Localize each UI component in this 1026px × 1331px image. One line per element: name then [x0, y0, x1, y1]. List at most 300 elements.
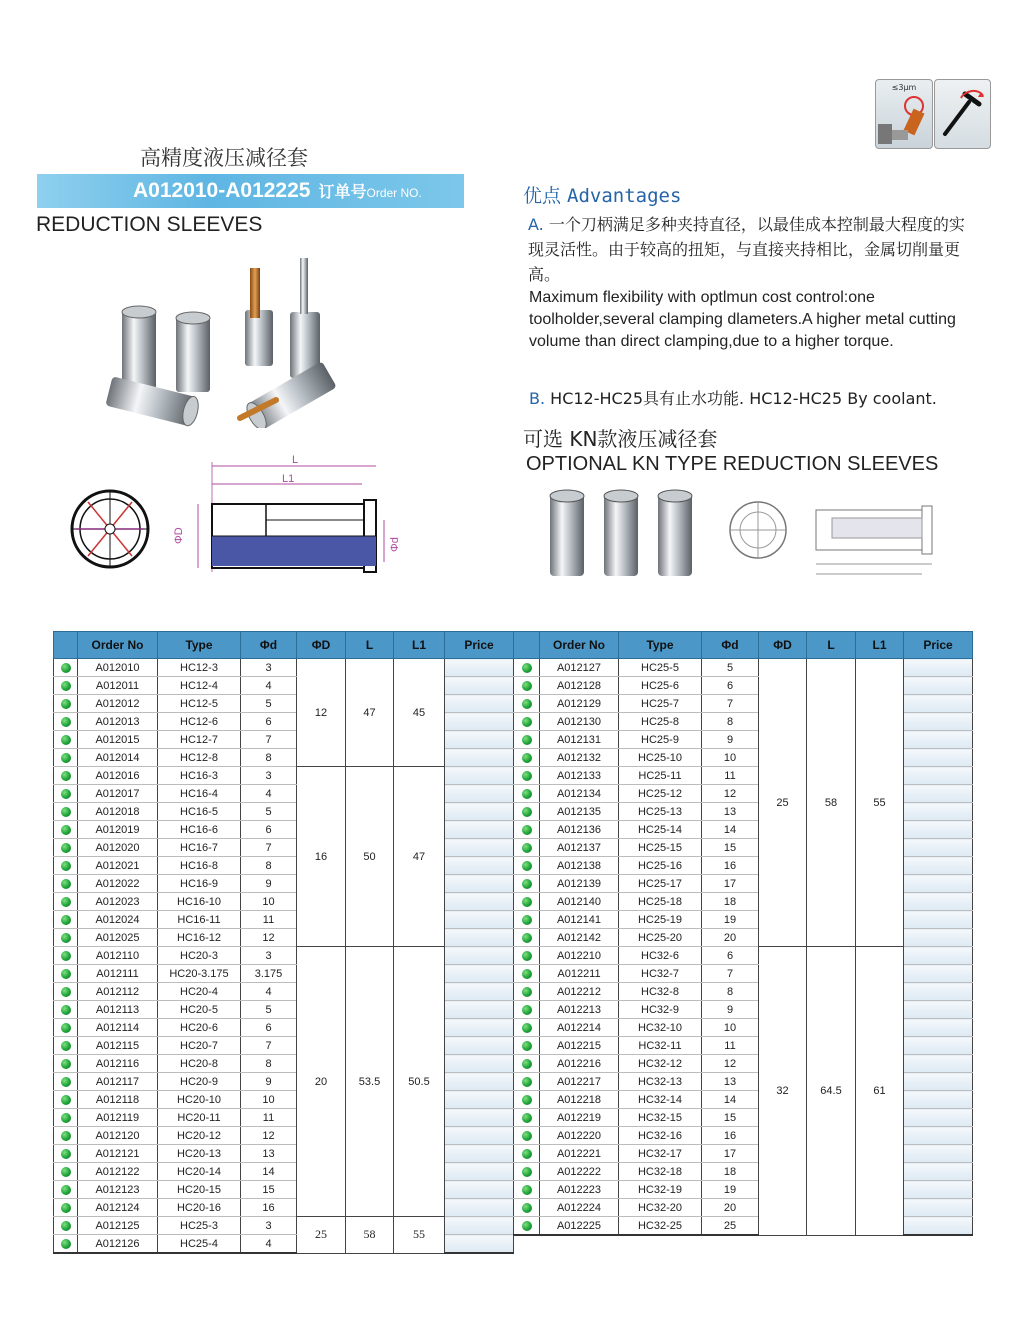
- d-cell: 16: [702, 857, 759, 875]
- price-cell: [904, 695, 973, 713]
- status-cell: [54, 1181, 78, 1199]
- table-row: [54, 983, 514, 1001]
- order-no-cell: A012117: [78, 1073, 158, 1091]
- table-row: [54, 875, 514, 893]
- status-dot-icon: [522, 789, 532, 799]
- status-dot-icon: [61, 969, 71, 979]
- price-cell: [445, 1217, 514, 1235]
- price-cell: [445, 1109, 514, 1127]
- status-cell: [54, 1163, 78, 1181]
- order-no-cell: A012124: [78, 1199, 158, 1217]
- status-cell: [54, 1145, 78, 1163]
- table-row: [514, 947, 973, 965]
- status-dot-icon: [522, 681, 532, 691]
- d-cell: 11: [241, 911, 297, 929]
- optional-kn-cn: 可选 KN款液压减径套: [523, 427, 718, 451]
- order-no-cell: A012217: [540, 1073, 619, 1091]
- order-no-cell: A012133: [540, 767, 619, 785]
- type-cell: HC25-3: [158, 1217, 241, 1235]
- D-cell: 25: [759, 659, 807, 947]
- cn-title: 高精度液压减径套: [140, 146, 308, 170]
- price-cell: [904, 965, 973, 983]
- status-dot-icon: [522, 915, 532, 925]
- status-cell: [54, 965, 78, 983]
- order-no-cell: A012140: [540, 893, 619, 911]
- type-cell: HC32-19: [619, 1181, 702, 1199]
- status-cell: [514, 1073, 540, 1091]
- status-dot-icon: [61, 1221, 71, 1231]
- price-cell: [445, 1019, 514, 1037]
- order-no-cell: A012214: [540, 1019, 619, 1037]
- order-no-cell: A012210: [540, 947, 619, 965]
- d-cell: 11: [241, 1109, 297, 1127]
- order-no-cell: A012019: [78, 821, 158, 839]
- table-row: [514, 1181, 973, 1199]
- table-row: [54, 1199, 514, 1217]
- status-cell: [54, 1055, 78, 1073]
- status-cell: [514, 1145, 540, 1163]
- price-cell: [445, 659, 514, 677]
- type-cell: HC12-4: [158, 677, 241, 695]
- type-cell: HC16-11: [158, 911, 241, 929]
- type-cell: HC20-8: [158, 1055, 241, 1073]
- d-cell: 3: [241, 947, 297, 965]
- d-cell: 6: [241, 713, 297, 731]
- d-cell: 13: [702, 803, 759, 821]
- price-cell: [904, 1163, 973, 1181]
- table-row: [514, 875, 973, 893]
- price-cell: [445, 893, 514, 911]
- type-cell: HC12-8: [158, 749, 241, 767]
- table-row: [54, 839, 514, 857]
- column-header: ΦD: [297, 632, 346, 659]
- d-cell: 16: [702, 1127, 759, 1145]
- status-dot-icon: [61, 1059, 71, 1069]
- d-cell: 12: [702, 1055, 759, 1073]
- status-dot-icon: [522, 1113, 532, 1123]
- column-header: Type: [619, 632, 702, 659]
- status-dot-icon: [522, 861, 532, 871]
- status-dot-icon: [61, 1239, 71, 1249]
- L-cell: 58: [807, 659, 856, 947]
- type-cell: HC32-25: [619, 1217, 702, 1236]
- price-cell: [445, 1163, 514, 1181]
- order-no-cell: A012121: [78, 1145, 158, 1163]
- status-cell: [514, 1001, 540, 1019]
- type-cell: HC32-11: [619, 1037, 702, 1055]
- price-cell: [445, 911, 514, 929]
- table-row: [54, 785, 514, 803]
- status-dot-icon: [61, 987, 71, 997]
- table-row: [514, 1217, 973, 1236]
- status-dot-icon: [61, 1095, 71, 1105]
- status-dot-icon: [61, 825, 71, 835]
- type-cell: HC20-13: [158, 1145, 241, 1163]
- D-cell: 32: [759, 947, 807, 1236]
- order-no-cell: A012118: [78, 1091, 158, 1109]
- d-cell: 3: [241, 659, 297, 677]
- status-dot-icon: [61, 1113, 71, 1123]
- price-cell: [445, 1181, 514, 1199]
- column-header: L: [346, 632, 394, 659]
- label-L1: L1: [282, 473, 295, 485]
- status-dot-icon: [61, 915, 71, 925]
- d-cell: 17: [702, 1145, 759, 1163]
- label-L: L: [292, 454, 299, 466]
- price-cell: [904, 803, 973, 821]
- d-cell: 3.175: [241, 965, 297, 983]
- type-cell: HC25-11: [619, 767, 702, 785]
- order-no-cell: A012115: [78, 1037, 158, 1055]
- label-D: ΦD: [173, 527, 185, 544]
- price-cell: [445, 731, 514, 749]
- status-dot-icon: [61, 717, 71, 727]
- status-cell: [514, 1127, 540, 1145]
- status-dot-icon: [61, 1167, 71, 1177]
- d-cell: 19: [702, 911, 759, 929]
- L-cell: 64.5: [807, 947, 856, 1236]
- column-header: Order No: [540, 632, 619, 659]
- table-row: [514, 839, 973, 857]
- table-row: [514, 1127, 973, 1145]
- table-row: [54, 1109, 514, 1127]
- d-cell: 18: [702, 893, 759, 911]
- d-cell: 8: [702, 713, 759, 731]
- status-cell: [514, 1163, 540, 1181]
- d-cell: 14: [702, 821, 759, 839]
- type-cell: HC25-16: [619, 857, 702, 875]
- status-cell: [514, 1037, 540, 1055]
- advantage-b: B. HC12-HC25具有止水功能. HC12-HC25 By coolant.: [529, 389, 937, 408]
- price-cell: [445, 929, 514, 947]
- price-cell: [445, 695, 514, 713]
- status-cell: [514, 785, 540, 803]
- type-cell: HC20-11: [158, 1109, 241, 1127]
- type-cell: HC20-9: [158, 1073, 241, 1091]
- order-no-cell: A012219: [540, 1109, 619, 1127]
- type-cell: HC20-7: [158, 1037, 241, 1055]
- order-no-cell: A012131: [540, 731, 619, 749]
- status-cell: [54, 1019, 78, 1037]
- price-cell: [445, 749, 514, 767]
- price-cell: [904, 1181, 973, 1199]
- status-cell: [54, 713, 78, 731]
- price-cell: [904, 875, 973, 893]
- status-cell: [54, 731, 78, 749]
- type-cell: HC12-6: [158, 713, 241, 731]
- price-cell: [904, 713, 973, 731]
- table-row: [54, 713, 514, 731]
- type-cell: HC25-14: [619, 821, 702, 839]
- d-cell: 20: [702, 1199, 759, 1217]
- status-dot-icon: [522, 771, 532, 781]
- status-cell: [54, 893, 78, 911]
- d-cell: 9: [702, 1001, 759, 1019]
- status-dot-icon: [522, 1077, 532, 1087]
- table-row: [54, 893, 514, 911]
- type-cell: HC25-20: [619, 929, 702, 947]
- status-dot-icon: [522, 987, 532, 997]
- status-cell: [54, 659, 78, 677]
- status-cell: [54, 803, 78, 821]
- table-row: [514, 1091, 973, 1109]
- status-dot-icon: [522, 1149, 532, 1159]
- status-cell: [54, 677, 78, 695]
- status-cell: [514, 677, 540, 695]
- status-cell: [514, 857, 540, 875]
- price-cell: [904, 1145, 973, 1163]
- type-cell: HC20-3.175: [158, 965, 241, 983]
- price-cell: [445, 1055, 514, 1073]
- status-cell: [54, 1217, 78, 1235]
- type-cell: HC20-12: [158, 1127, 241, 1145]
- d-cell: 9: [241, 875, 297, 893]
- table-row: [54, 929, 514, 947]
- price-cell: [445, 1199, 514, 1217]
- status-dot-icon: [522, 1167, 532, 1177]
- d-cell: 6: [241, 821, 297, 839]
- d-cell: 13: [702, 1073, 759, 1091]
- D-cell: 20: [297, 947, 346, 1217]
- status-dot-icon: [522, 1041, 532, 1051]
- table-row: [54, 1037, 514, 1055]
- table-row: [514, 911, 973, 929]
- order-no-cell: A012211: [540, 965, 619, 983]
- table-row: [514, 1109, 973, 1127]
- order-no-cell: A012221: [540, 1145, 619, 1163]
- wrench-icon: [934, 79, 991, 149]
- status-cell: [514, 731, 540, 749]
- table-row: [514, 803, 973, 821]
- en-title: REDUCTION SLEEVES: [36, 213, 263, 236]
- table-row: [514, 731, 973, 749]
- d-cell: 16: [241, 1199, 297, 1217]
- d-cell: 3: [241, 767, 297, 785]
- table-row: [54, 911, 514, 929]
- order-no-cell: A012142: [540, 929, 619, 947]
- status-dot-icon: [522, 1005, 532, 1015]
- table-row: [54, 1001, 514, 1019]
- price-cell: [904, 983, 973, 1001]
- price-cell: [445, 677, 514, 695]
- table-row: [54, 1181, 514, 1199]
- d-cell: 13: [241, 1145, 297, 1163]
- table-row: [54, 1217, 514, 1235]
- status-dot-icon: [522, 1059, 532, 1069]
- order-no-cell: A012010: [78, 659, 158, 677]
- type-cell: HC32-8: [619, 983, 702, 1001]
- status-dot-icon: [522, 1095, 532, 1105]
- status-dot-icon: [61, 735, 71, 745]
- status-dot-icon: [522, 753, 532, 763]
- status-cell: [54, 947, 78, 965]
- table-row: [514, 749, 973, 767]
- status-dot-icon: [522, 1221, 532, 1231]
- type-cell: HC25-4: [158, 1235, 241, 1254]
- order-no-cell: A012225: [540, 1217, 619, 1236]
- order-no-cell: A012212: [540, 983, 619, 1001]
- status-cell: [514, 1199, 540, 1217]
- price-cell: [904, 1055, 973, 1073]
- advantage-a-cn: A. 一个刀柄满足多种夹持直径，以最佳成本控制最大程度的实现灵活性。由于较高的扭矩，与直接夹持相比，金属切削量更高。: [528, 215, 965, 284]
- order-no-cell: A012130: [540, 713, 619, 731]
- table-row: [54, 1235, 514, 1254]
- type-cell: HC25-19: [619, 911, 702, 929]
- type-cell: HC32-13: [619, 1073, 702, 1091]
- table-row: [514, 713, 973, 731]
- type-cell: HC32-7: [619, 965, 702, 983]
- d-cell: 3: [241, 1217, 297, 1235]
- status-dot-icon: [61, 681, 71, 691]
- order-no-cell: A012022: [78, 875, 158, 893]
- order-no-cell: A012011: [78, 677, 158, 695]
- status-dot-icon: [61, 1041, 71, 1051]
- table-row: [514, 695, 973, 713]
- status-cell: [54, 929, 78, 947]
- range-code: A012010-A012225: [133, 179, 311, 202]
- status-cell: [54, 1109, 78, 1127]
- d-cell: 15: [702, 1109, 759, 1127]
- spec-table-left: [53, 631, 514, 1254]
- price-cell: [904, 1073, 973, 1091]
- status-cell: [54, 875, 78, 893]
- price-cell: [904, 677, 973, 695]
- d-cell: 8: [241, 857, 297, 875]
- type-cell: HC25-5: [619, 659, 702, 677]
- table-row: [54, 1163, 514, 1181]
- price-cell: [445, 983, 514, 1001]
- price-cell: [904, 749, 973, 767]
- status-cell: [514, 983, 540, 1001]
- status-cell: [54, 1001, 78, 1019]
- d-cell: 5: [241, 1001, 297, 1019]
- status-cell: [54, 749, 78, 767]
- d-cell: 7: [702, 695, 759, 713]
- order-no-cell: A012025: [78, 929, 158, 947]
- price-cell: [445, 875, 514, 893]
- status-dot-icon: [522, 807, 532, 817]
- order-no-cell: A012224: [540, 1199, 619, 1217]
- order-no-cell: A012119: [78, 1109, 158, 1127]
- type-cell: HC16-12: [158, 929, 241, 947]
- type-cell: HC16-4: [158, 785, 241, 803]
- status-dot-icon: [61, 897, 71, 907]
- status-cell: [54, 785, 78, 803]
- order-no-cell: A012014: [78, 749, 158, 767]
- type-cell: HC32-18: [619, 1163, 702, 1181]
- L1-cell: 50.5: [394, 947, 445, 1217]
- status-dot-icon: [61, 1005, 71, 1015]
- status-dot-icon: [522, 1131, 532, 1141]
- status-dot-icon: [61, 789, 71, 799]
- column-header: L1: [856, 632, 904, 659]
- column-header: Price: [904, 632, 973, 659]
- order-no-cell: A012215: [540, 1037, 619, 1055]
- price-cell: [445, 803, 514, 821]
- order-no-cell: A012132: [540, 749, 619, 767]
- status-dot-icon: [61, 1023, 71, 1033]
- order-no-cell: A012126: [78, 1235, 158, 1254]
- order-no-cell: A012017: [78, 785, 158, 803]
- status-dot-icon: [522, 735, 532, 745]
- type-cell: HC20-16: [158, 1199, 241, 1217]
- table-row: [514, 821, 973, 839]
- status-cell: [54, 1091, 78, 1109]
- price-cell: [904, 1019, 973, 1037]
- status-cell: [514, 803, 540, 821]
- price-cell: [445, 767, 514, 785]
- order-no-cell: A012120: [78, 1127, 158, 1145]
- d-cell: 8: [702, 983, 759, 1001]
- table-row: [54, 1019, 514, 1037]
- status-dot-icon: [522, 699, 532, 709]
- sleeves-photo: [100, 258, 340, 428]
- type-cell: HC25-10: [619, 749, 702, 767]
- type-cell: HC25-18: [619, 893, 702, 911]
- order-no-cell: A012216: [540, 1055, 619, 1073]
- table-row: [54, 677, 514, 695]
- status-dot-icon: [61, 1131, 71, 1141]
- d-cell: 20: [702, 929, 759, 947]
- price-cell: [445, 1145, 514, 1163]
- L-cell: 58: [346, 1217, 394, 1254]
- status-dot-icon: [522, 879, 532, 889]
- type-cell: HC25-15: [619, 839, 702, 857]
- column-header: [514, 632, 540, 659]
- order-no-cell: A012125: [78, 1217, 158, 1235]
- kn-sleeves-photo: [540, 484, 700, 580]
- status-dot-icon: [61, 663, 71, 673]
- status-dot-icon: [522, 951, 532, 961]
- d-cell: 11: [702, 767, 759, 785]
- order-no-cell: A012218: [540, 1091, 619, 1109]
- status-dot-icon: [61, 843, 71, 853]
- price-cell: [904, 929, 973, 947]
- type-cell: HC20-14: [158, 1163, 241, 1181]
- d-cell: 12: [241, 1127, 297, 1145]
- column-header: Order No: [78, 632, 158, 659]
- status-dot-icon: [522, 825, 532, 835]
- table-row: [54, 695, 514, 713]
- price-cell: [904, 893, 973, 911]
- table-row: [514, 677, 973, 695]
- advantage-a-en: Maximum flexibility with optlmun cost control:one toolholder,several clamping dlameters.A higher metal cutting volume than direct clamping,due to a higher torque.: [529, 289, 956, 350]
- type-cell: HC32-15: [619, 1109, 702, 1127]
- d-cell: 10: [241, 1091, 297, 1109]
- price-cell: [904, 767, 973, 785]
- type-cell: HC20-15: [158, 1181, 241, 1199]
- order-no-cell: A012141: [540, 911, 619, 929]
- price-cell: [904, 947, 973, 965]
- price-cell: [904, 731, 973, 749]
- L1-cell: 47: [394, 767, 445, 947]
- price-cell: [904, 659, 973, 677]
- type-cell: HC25-9: [619, 731, 702, 749]
- type-cell: HC16-9: [158, 875, 241, 893]
- column-header: L1: [394, 632, 445, 659]
- L-cell: 47: [346, 659, 394, 767]
- type-cell: HC12-7: [158, 731, 241, 749]
- table-row: [54, 659, 514, 677]
- table-row: [514, 1163, 973, 1181]
- type-cell: HC32-17: [619, 1145, 702, 1163]
- L1-cell: 55: [856, 659, 904, 947]
- table-row: [54, 1091, 514, 1109]
- order-no-cell: A012023: [78, 893, 158, 911]
- status-cell: [514, 1091, 540, 1109]
- d-cell: 8: [241, 749, 297, 767]
- label-d: Φd: [389, 537, 401, 552]
